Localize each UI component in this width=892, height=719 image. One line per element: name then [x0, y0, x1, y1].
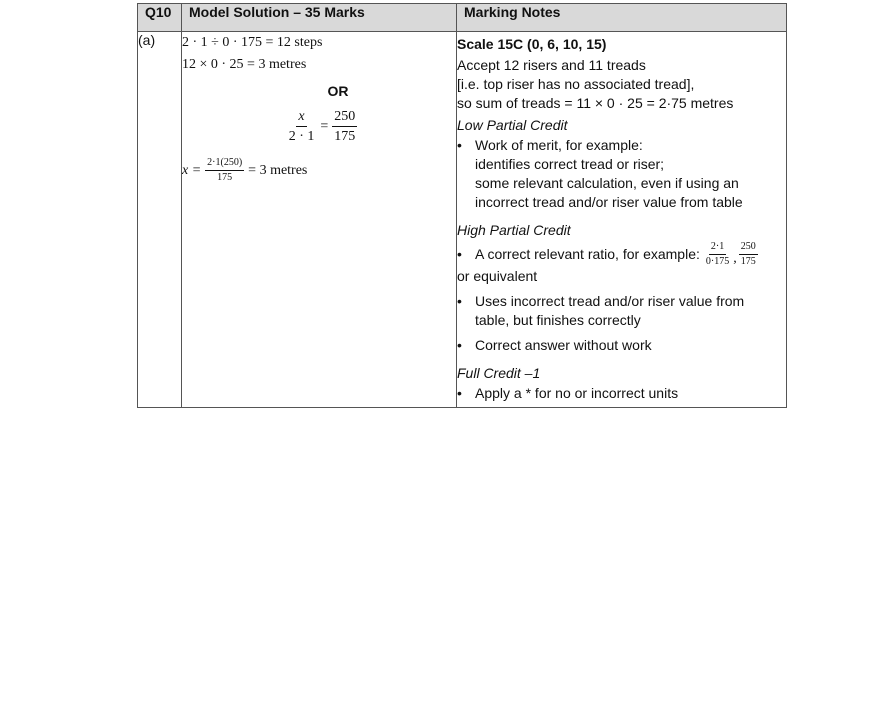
bullet-icon: • — [457, 293, 462, 309]
or-label: OR — [327, 83, 349, 99]
high-bullet-2-line-1: Uses incorrect tread and/or riser value from — [475, 293, 745, 309]
ratio-left-fraction — [287, 108, 317, 145]
high-partial-bullet-3 — [457, 336, 786, 355]
ratio-equals: = — [320, 118, 329, 134]
ratio-right-fraction — [332, 108, 357, 145]
model-solution-cell — [182, 32, 457, 408]
example-fraction-1-numerator: 2·1 — [709, 241, 726, 255]
example-fraction-1-denominator: 0·175 — [705, 255, 730, 267]
part-label: (a) — [138, 32, 182, 408]
solution-line-2: 12 × 0 · 25 = 3 metres — [182, 57, 307, 72]
x-rhs: = 3 metres — [248, 162, 308, 178]
solution-line-1: 2 · 1 ÷ 0 · 175 = 12 steps — [182, 35, 323, 50]
accept-line-3: so sum of treads = 11 × 0 · 25 = 2·75 metres — [457, 95, 734, 111]
ratio-right-numerator: 250 — [332, 108, 357, 127]
low-partial-bullet — [457, 136, 786, 212]
bullet-icon: • — [457, 385, 462, 401]
header-row — [138, 4, 787, 32]
x-fraction — [205, 157, 244, 184]
accept-line-1: Accept 12 risers and 11 treads — [457, 57, 646, 73]
ratio-right-denominator: 175 — [334, 129, 356, 144]
ratio-left-numerator: x — [296, 108, 306, 127]
marking-scheme-table — [137, 3, 787, 408]
low-bullet-line-3: some relevant calculation, even if using an — [475, 175, 739, 191]
solution-header: Model Solution – 35 Marks — [182, 4, 457, 32]
low-bullet-line-1: Work of merit, for example: — [475, 137, 643, 153]
high-bullet-3-text: Correct answer without work — [475, 337, 652, 353]
question-header: Q10 — [138, 4, 182, 32]
x-equation — [182, 157, 456, 184]
high-partial-credit-title: High Partial Credit — [457, 222, 571, 238]
example-fraction-2-denominator: 175 — [740, 255, 756, 267]
bullet-icon: • — [457, 137, 462, 153]
low-bullet-line-4: incorrect tread and/or riser value from table — [475, 194, 743, 210]
ratio-left-denominator: 2 · 1 — [288, 129, 315, 144]
ratio-equation — [182, 108, 456, 145]
example-fraction-1 — [704, 241, 731, 268]
high-bullet-1-line-2: or equivalent — [457, 268, 538, 284]
example-fraction-2 — [739, 241, 758, 268]
bullet-icon: • — [457, 337, 462, 353]
full-credit-bullet — [457, 384, 786, 403]
high-bullet-1-line-1 — [475, 241, 786, 267]
high-bullet-2-line-2: table, but finishes correctly — [475, 312, 641, 328]
scale-heading: Scale 15C (0, 6, 10, 15) — [457, 36, 607, 52]
low-partial-credit-title: Low Partial Credit — [457, 117, 568, 133]
low-bullet-line-2: identifies correct tread or riser; — [475, 156, 665, 172]
example-fraction-2-numerator: 250 — [739, 241, 758, 255]
high-partial-bullet-1 — [457, 241, 786, 267]
bullet-icon: • — [457, 246, 462, 262]
x-lhs: x = — [182, 162, 202, 178]
marking-notes-cell — [457, 32, 787, 408]
accept-line-2: [i.e. top riser has no associated tread], — [457, 76, 695, 92]
example-comma: , — [733, 250, 737, 266]
high-partial-bullet-2 — [457, 292, 786, 330]
x-fraction-numerator: 2·1(250) — [205, 157, 244, 171]
example-ratios — [704, 241, 758, 268]
high-bullet-1-text: A correct relevant ratio, for example: — [475, 245, 700, 262]
notes-header: Marking Notes — [457, 4, 787, 32]
full-credit-title: Full Credit –1 — [457, 365, 541, 381]
part-a-row — [138, 32, 787, 408]
x-fraction-denominator: 175 — [217, 172, 233, 183]
full-credit-bullet-text: Apply a * for no or incorrect units — [475, 385, 679, 401]
